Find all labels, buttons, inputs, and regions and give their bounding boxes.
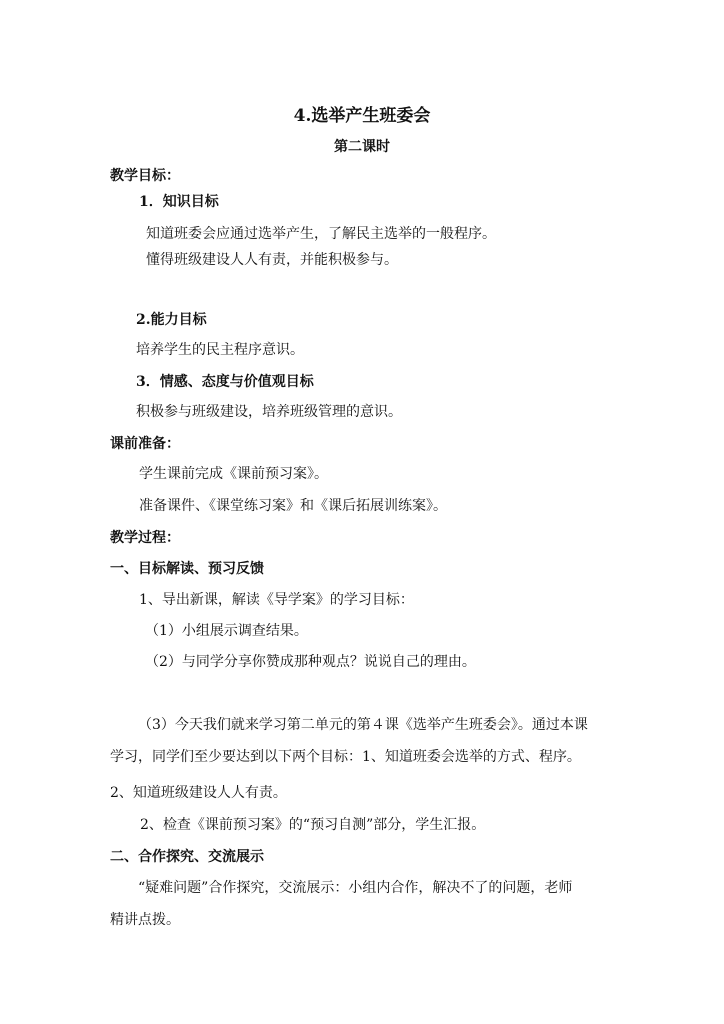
section1-line1: 1、导出新课，解读《导学案》的学习目标： xyxy=(139,592,414,608)
section2-heading: 二、合作探究、交流展示 xyxy=(110,849,264,865)
goal1-line2: 懂得班级建设人人有责，并能积极参与。 xyxy=(146,252,398,268)
prep-line1: 学生课前完成《课前预习案》。 xyxy=(139,466,328,482)
goal2-heading: 2.能力目标 xyxy=(136,312,207,328)
goals-heading: 教学目标： xyxy=(110,168,180,184)
goal2-line1: 培养学生的民主程序意识。 xyxy=(136,342,304,358)
section2-line1: “疑难问题”合作探究，交流展示：小组内合作，解决不了的问题，老师 xyxy=(138,880,573,896)
section1-line6: 2、知道班级建设人人有责。 xyxy=(110,785,287,801)
page-subtitle: 第二课时 xyxy=(334,139,390,155)
goal1-line1: 知道班委会应通过选举产生，了解民主选举的一般程序。 xyxy=(146,226,496,242)
section1-line7: 2、检查《课前预习案》的“预习自测”部分，学生汇报。 xyxy=(140,817,486,833)
section1-line4: （3）今天我们就来学习第二单元的第４课《选举产生班委会》。通过本课 xyxy=(138,717,588,733)
page-title: 4.选举产生班委会 xyxy=(293,106,431,126)
section1-line3: （2）与同学分享你赞成那种观点？说说自己的理由。 xyxy=(145,654,476,670)
section1-line5: 学习，同学们至少要达到以下两个目标：1、知道班委会选举的方式、程序。 xyxy=(110,749,581,765)
prep-heading: 课前准备： xyxy=(110,436,180,452)
goal1-heading: 1．知识目标 xyxy=(139,194,219,210)
section1-line2: （1）小组展示调查结果。 xyxy=(145,623,308,639)
goal3-heading: 3．情感、态度与价值观目标 xyxy=(136,374,314,390)
process-heading: 教学过程： xyxy=(110,530,180,546)
section2-line2: 精讲点拨。 xyxy=(110,912,180,928)
prep-line2: 准备课件、《课堂练习案》和《课后拓展训练案》。 xyxy=(139,498,447,514)
goal3-line1: 积极参与班级建设，培养班级管理的意识。 xyxy=(136,404,402,420)
section1-heading: 一、目标解读、预习反馈 xyxy=(110,561,264,577)
